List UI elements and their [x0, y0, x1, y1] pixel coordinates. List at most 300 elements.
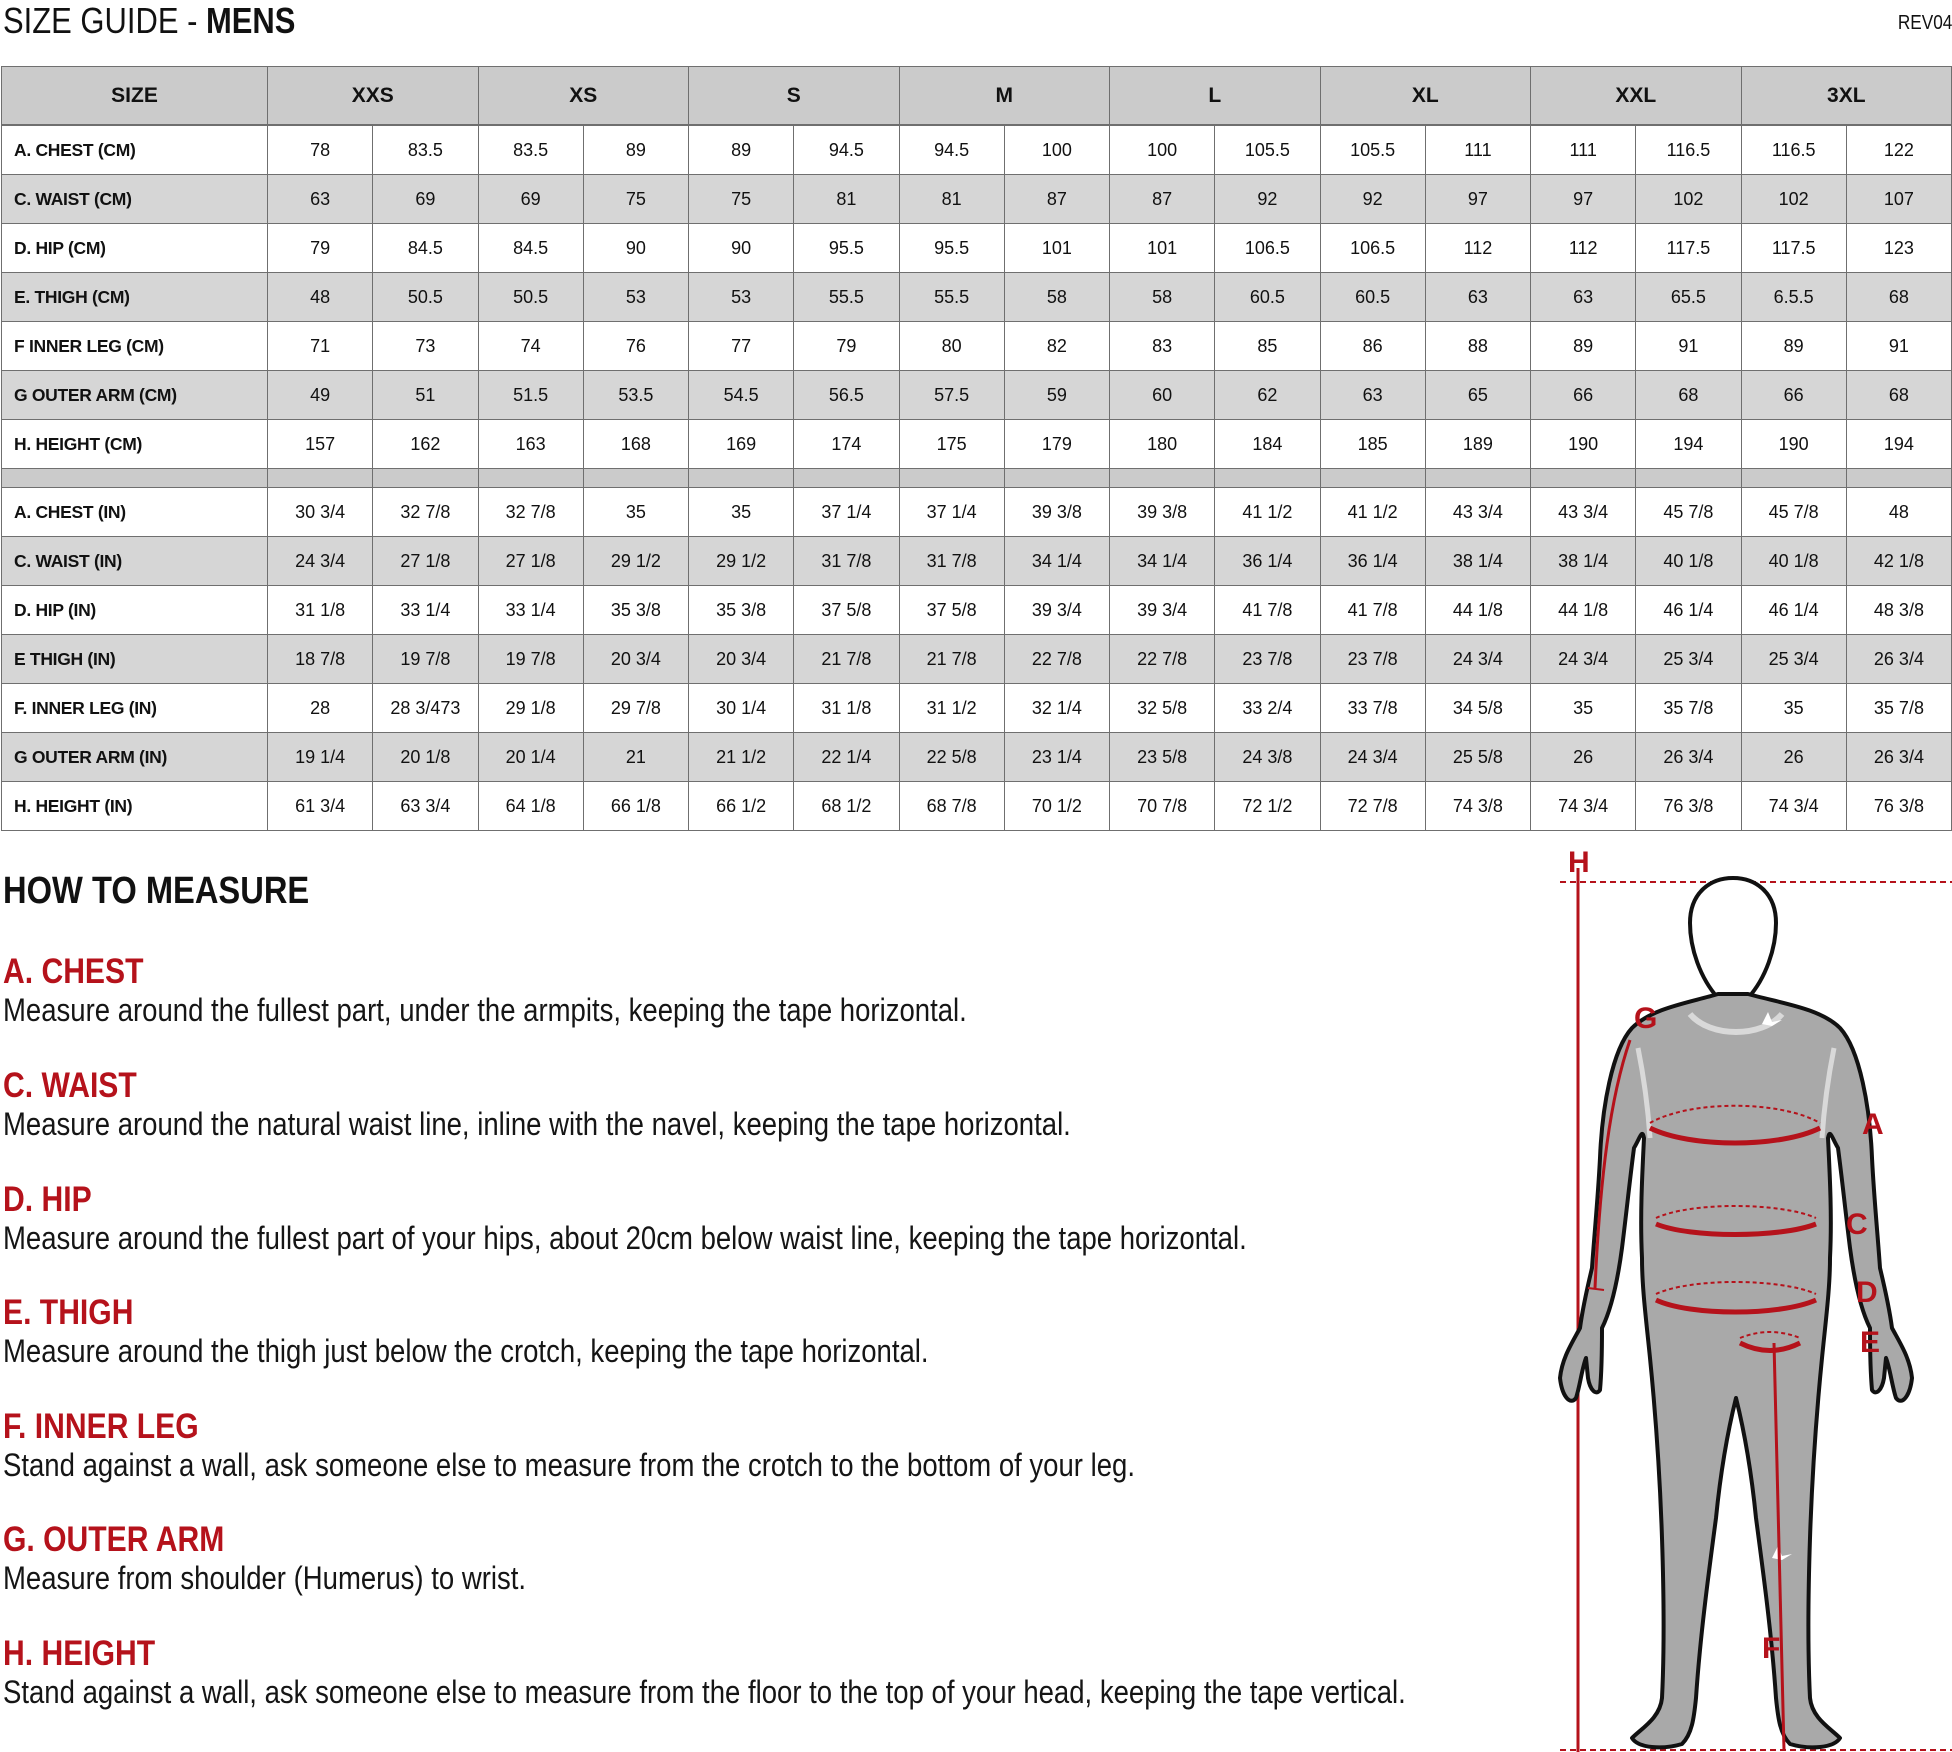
table-cell: 48 3/8 [1846, 586, 1951, 635]
table-cell: 63 3/4 [373, 782, 478, 831]
figure-label-c: C [1846, 1208, 1868, 1241]
table-cell: 83.5 [373, 125, 478, 175]
table-cell: 36 1/4 [1320, 537, 1425, 586]
table-cell: 37 5/8 [794, 586, 899, 635]
divider-cell [478, 469, 583, 488]
table-cell: 30 1/4 [689, 684, 794, 733]
size-header-cell: SIZE [2, 67, 268, 126]
table-cell: 63 [1531, 273, 1636, 322]
table-cell: 33 2/4 [1215, 684, 1320, 733]
table-cell: 194 [1846, 420, 1951, 469]
table-cell: 29 1/2 [689, 537, 794, 586]
table-cell: 21 7/8 [794, 635, 899, 684]
table-cell: 70 1/2 [1004, 782, 1109, 831]
table-cell: 44 1/8 [1531, 586, 1636, 635]
table-cell: 59 [1004, 371, 1109, 420]
measure-item [3, 1634, 1503, 1710]
table-cell: 24 3/4 [268, 537, 373, 586]
table-cell: 73 [373, 322, 478, 371]
divider-cell [2, 469, 268, 488]
table-cell: 41 7/8 [1215, 586, 1320, 635]
table-cell: 39 3/8 [1110, 488, 1215, 537]
row-label: E THIGH (IN) [2, 635, 268, 684]
table-cell: 175 [899, 420, 1004, 469]
measure-description: Stand against a wall, ask someone else to measure from the crotch to the bottom of your leg. [3, 1447, 1135, 1483]
table-cell: 21 1/2 [689, 733, 794, 782]
row-label: F INNER LEG (CM) [2, 322, 268, 371]
table-row [2, 586, 1952, 635]
table-cell: 78 [268, 125, 373, 175]
measure-item [3, 1180, 1503, 1256]
table-cell: 75 [583, 175, 688, 224]
how-to-measure-title: HOW TO MEASURE [3, 870, 310, 912]
revision-code: REV04 [1897, 12, 1952, 34]
measure-description: Measure around the fullest part, under the armpits, keeping the tape horizontal. [3, 992, 967, 1028]
table-cell: 112 [1531, 224, 1636, 273]
table-cell: 58 [1110, 273, 1215, 322]
table-cell: 26 [1741, 733, 1846, 782]
measure-item [3, 1293, 1503, 1369]
table-cell: 25 3/4 [1741, 635, 1846, 684]
table-cell: 61 3/4 [268, 782, 373, 831]
figure-label-h: H [1568, 846, 1590, 879]
table-cell: 194 [1636, 420, 1741, 469]
size-header-3xl: 3XL [1741, 67, 1952, 126]
size-header-s: S [689, 67, 900, 126]
table-cell: 21 [583, 733, 688, 782]
table-cell: 20 3/4 [689, 635, 794, 684]
table-cell: 45 7/8 [1741, 488, 1846, 537]
table-cell: 28 [268, 684, 373, 733]
table-cell: 88 [1425, 322, 1530, 371]
figure-label-a: A [1862, 1108, 1884, 1141]
table-row [2, 488, 1952, 537]
size-header-xxs: XXS [268, 67, 479, 126]
table-cell: 22 5/8 [899, 733, 1004, 782]
table-cell: 111 [1531, 125, 1636, 175]
table-cell: 31 7/8 [899, 537, 1004, 586]
table-row [2, 684, 1952, 733]
table-cell: 62 [1215, 371, 1320, 420]
table-cell: 76 [583, 322, 688, 371]
figure-label-f: F [1762, 1632, 1781, 1665]
measure-title: D. HIP [3, 1180, 92, 1219]
table-cell: 92 [1320, 175, 1425, 224]
table-cell: 24 3/4 [1531, 635, 1636, 684]
table-cell: 77 [689, 322, 794, 371]
size-chart-table [1, 66, 1952, 831]
table-cell: 48 [1846, 488, 1951, 537]
table-cell: 85 [1215, 322, 1320, 371]
table-cell: 31 1/2 [899, 684, 1004, 733]
table-cell: 31 1/8 [794, 684, 899, 733]
table-cell: 35 [1741, 684, 1846, 733]
table-cell: 29 1/2 [583, 537, 688, 586]
table-cell: 79 [794, 322, 899, 371]
table-cell: 105.5 [1320, 125, 1425, 175]
table-cell: 41 1/2 [1320, 488, 1425, 537]
table-cell: 90 [583, 224, 688, 273]
row-label: H. HEIGHT (IN) [2, 782, 268, 831]
divider-cell [1531, 469, 1636, 488]
divider-cell [1636, 469, 1741, 488]
table-cell: 117.5 [1636, 224, 1741, 273]
table-cell: 53 [689, 273, 794, 322]
table-cell: 20 1/8 [373, 733, 478, 782]
table-cell: 26 [1531, 733, 1636, 782]
row-label: H. HEIGHT (CM) [2, 420, 268, 469]
table-cell: 179 [1004, 420, 1109, 469]
table-row [2, 322, 1952, 371]
row-label: C. WAIST (CM) [2, 175, 268, 224]
table-cell: 23 7/8 [1320, 635, 1425, 684]
table-cell: 190 [1741, 420, 1846, 469]
table-cell: 46 1/4 [1636, 586, 1741, 635]
table-cell: 105.5 [1215, 125, 1320, 175]
table-cell: 72 7/8 [1320, 782, 1425, 831]
page-title-bold: MENS [205, 0, 296, 41]
measure-item [3, 1520, 1503, 1596]
row-label: F. INNER LEG (IN) [2, 684, 268, 733]
row-label: G OUTER ARM (CM) [2, 371, 268, 420]
table-cell: 37 1/4 [794, 488, 899, 537]
table-cell: 185 [1320, 420, 1425, 469]
table-cell: 24 3/4 [1425, 635, 1530, 684]
table-row [2, 782, 1952, 831]
table-cell: 69 [478, 175, 583, 224]
measure-item [3, 1407, 1503, 1483]
size-header-xs: XS [478, 67, 689, 126]
measure-description: Measure around the natural waist line, inline with the navel, keeping the tape horizontal. [3, 1106, 1071, 1142]
table-cell: 26 3/4 [1846, 635, 1951, 684]
table-cell: 35 [689, 488, 794, 537]
table-cell: 26 3/4 [1846, 733, 1951, 782]
table-cell: 60.5 [1215, 273, 1320, 322]
table-cell: 50.5 [373, 273, 478, 322]
table-cell: 174 [794, 420, 899, 469]
table-cell: 24 3/8 [1215, 733, 1320, 782]
table-cell: 23 7/8 [1215, 635, 1320, 684]
table-cell: 22 7/8 [1110, 635, 1215, 684]
table-cell: 26 3/4 [1636, 733, 1741, 782]
table-cell: 68 7/8 [899, 782, 1004, 831]
table-cell: 86 [1320, 322, 1425, 371]
table-cell: 189 [1425, 420, 1530, 469]
table-cell: 66 [1741, 371, 1846, 420]
measure-title: C. WAIST [3, 1066, 137, 1105]
table-cell: 35 3/8 [583, 586, 688, 635]
divider-cell [1425, 469, 1530, 488]
table-cell: 32 7/8 [373, 488, 478, 537]
table-row [2, 371, 1952, 420]
table-cell: 65.5 [1636, 273, 1741, 322]
table-cell: 65 [1425, 371, 1530, 420]
table-cell: 46 1/4 [1741, 586, 1846, 635]
table-cell: 57.5 [899, 371, 1004, 420]
size-header-l: L [1110, 67, 1321, 126]
row-label: D. HIP (IN) [2, 586, 268, 635]
page-title [3, 0, 295, 42]
table-cell: 25 5/8 [1425, 733, 1530, 782]
table-cell: 74 3/4 [1531, 782, 1636, 831]
table-cell: 83.5 [478, 125, 583, 175]
table-cell: 79 [268, 224, 373, 273]
table-cell: 27 1/8 [478, 537, 583, 586]
table-cell: 83 [1110, 322, 1215, 371]
measure-title: F. INNER LEG [3, 1407, 199, 1446]
table-cell: 23 1/4 [1004, 733, 1109, 782]
table-row [2, 125, 1952, 175]
table-cell: 87 [1004, 175, 1109, 224]
row-label: A. CHEST (IN) [2, 488, 268, 537]
table-cell: 101 [1110, 224, 1215, 273]
table-cell: 55.5 [899, 273, 1004, 322]
measure-description: Measure around the thigh just below the crotch, keeping the tape horizontal. [3, 1333, 929, 1369]
table-cell: 55.5 [794, 273, 899, 322]
table-cell: 68 [1846, 273, 1951, 322]
divider-cell [689, 469, 794, 488]
table-row [2, 224, 1952, 273]
table-cell: 91 [1636, 322, 1741, 371]
table-cell: 122 [1846, 125, 1951, 175]
table-cell: 101 [1004, 224, 1109, 273]
table-cell: 34 5/8 [1425, 684, 1530, 733]
table-cell: 89 [1531, 322, 1636, 371]
table-cell: 25 3/4 [1636, 635, 1741, 684]
table-cell: 34 1/4 [1110, 537, 1215, 586]
size-header-m: M [899, 67, 1110, 126]
table-cell: 95.5 [899, 224, 1004, 273]
table-cell: 19 1/4 [268, 733, 373, 782]
body-silhouette-icon [1540, 838, 1952, 1752]
table-cell: 44 1/8 [1425, 586, 1530, 635]
table-cell: 97 [1425, 175, 1530, 224]
size-header-xl: XL [1320, 67, 1531, 126]
divider-cell [583, 469, 688, 488]
measure-title: E. THIGH [3, 1293, 134, 1332]
table-cell: 41 1/2 [1215, 488, 1320, 537]
table-cell: 63 [1320, 371, 1425, 420]
table-cell: 35 [1531, 684, 1636, 733]
table-cell: 168 [583, 420, 688, 469]
table-cell: 41 7/8 [1320, 586, 1425, 635]
table-cell: 157 [268, 420, 373, 469]
table-cell: 94.5 [899, 125, 1004, 175]
table-cell: 48 [268, 273, 373, 322]
divider-cell [1004, 469, 1109, 488]
divider-cell [899, 469, 1004, 488]
size-header-xxl: XXL [1531, 67, 1742, 126]
measure-item [3, 952, 1503, 1028]
table-cell: 20 3/4 [583, 635, 688, 684]
table-cell: 70 7/8 [1110, 782, 1215, 831]
table-cell: 106.5 [1215, 224, 1320, 273]
table-cell: 81 [899, 175, 1004, 224]
table-cell: 38 1/4 [1531, 537, 1636, 586]
table-cell: 66 1/8 [583, 782, 688, 831]
table-cell: 87 [1110, 175, 1215, 224]
table-cell: 35 [583, 488, 688, 537]
table-cell: 74 3/4 [1741, 782, 1846, 831]
divider-cell [268, 469, 373, 488]
table-cell: 49 [268, 371, 373, 420]
table-cell: 19 7/8 [478, 635, 583, 684]
table-cell: 32 5/8 [1110, 684, 1215, 733]
table-cell: 66 [1531, 371, 1636, 420]
table-cell: 184 [1215, 420, 1320, 469]
table-cell: 89 [1741, 322, 1846, 371]
table-cell: 42 1/8 [1846, 537, 1951, 586]
table-cell: 33 7/8 [1320, 684, 1425, 733]
table-cell: 45 7/8 [1636, 488, 1741, 537]
table-cell: 76 3/8 [1636, 782, 1741, 831]
table-cell: 40 1/8 [1741, 537, 1846, 586]
table-cell: 23 5/8 [1110, 733, 1215, 782]
table-cell: 63 [268, 175, 373, 224]
table-cell: 33 1/4 [478, 586, 583, 635]
table-cell: 29 7/8 [583, 684, 688, 733]
table-cell: 82 [1004, 322, 1109, 371]
table-cell: 60 [1110, 371, 1215, 420]
table-row [2, 175, 1952, 224]
table-cell: 74 [478, 322, 583, 371]
table-cell: 19 7/8 [373, 635, 478, 684]
row-label: G OUTER ARM (IN) [2, 733, 268, 782]
table-cell: 116.5 [1741, 125, 1846, 175]
table-row [2, 733, 1952, 782]
table-cell: 63 [1425, 273, 1530, 322]
table-cell: 53.5 [583, 371, 688, 420]
table-cell: 69 [373, 175, 478, 224]
table-cell: 56.5 [794, 371, 899, 420]
table-cell: 68 1/2 [794, 782, 899, 831]
divider-cell [1110, 469, 1215, 488]
table-cell: 123 [1846, 224, 1951, 273]
divider-cell [373, 469, 478, 488]
table-cell: 97 [1531, 175, 1636, 224]
table-cell: 35 7/8 [1846, 684, 1951, 733]
divider-cell [1846, 469, 1951, 488]
table-row [2, 420, 1952, 469]
divider-cell [1215, 469, 1320, 488]
table-cell: 36 1/4 [1215, 537, 1320, 586]
table-cell: 95.5 [794, 224, 899, 273]
table-cell: 29 1/8 [478, 684, 583, 733]
table-cell: 94.5 [794, 125, 899, 175]
table-cell: 37 1/4 [899, 488, 1004, 537]
table-cell: 58 [1004, 273, 1109, 322]
table-cell: 106.5 [1320, 224, 1425, 273]
table-cell: 34 1/4 [1004, 537, 1109, 586]
table-cell: 68 [1636, 371, 1741, 420]
table-cell: 32 1/4 [1004, 684, 1109, 733]
table-cell: 81 [794, 175, 899, 224]
table-cell: 21 7/8 [899, 635, 1004, 684]
table-cell: 116.5 [1636, 125, 1741, 175]
table-cell: 169 [689, 420, 794, 469]
table-cell: 32 7/8 [478, 488, 583, 537]
row-label: C. WAIST (IN) [2, 537, 268, 586]
table-cell: 31 1/8 [268, 586, 373, 635]
row-label: D. HIP (CM) [2, 224, 268, 273]
table-cell: 39 3/8 [1004, 488, 1109, 537]
page-title-prefix: SIZE GUIDE - [3, 0, 206, 41]
table-cell: 20 1/4 [478, 733, 583, 782]
table-cell: 51 [373, 371, 478, 420]
table-cell: 37 5/8 [899, 586, 1004, 635]
table-cell: 84.5 [373, 224, 478, 273]
table-cell: 35 3/8 [689, 586, 794, 635]
table-cell: 111 [1425, 125, 1530, 175]
table-cell: 31 7/8 [794, 537, 899, 586]
table-cell: 90 [689, 224, 794, 273]
table-row [2, 273, 1952, 322]
table-cell: 107 [1846, 175, 1951, 224]
figure-label-g: G [1634, 1002, 1658, 1035]
table-cell: 102 [1636, 175, 1741, 224]
row-label: E. THIGH (CM) [2, 273, 268, 322]
measure-title: A. CHEST [3, 952, 144, 991]
table-cell: 50.5 [478, 273, 583, 322]
table-cell: 74 3/8 [1425, 782, 1530, 831]
figure-label-e: E [1860, 1326, 1881, 1359]
table-cell: 53 [583, 273, 688, 322]
table-cell: 80 [899, 322, 1004, 371]
table-cell: 22 7/8 [1004, 635, 1109, 684]
table-cell: 102 [1741, 175, 1846, 224]
table-cell: 28 3/473 [373, 684, 478, 733]
table-cell: 68 [1846, 371, 1951, 420]
divider-cell [794, 469, 899, 488]
measure-title: G. OUTER ARM [3, 1520, 225, 1559]
table-row [2, 537, 1952, 586]
table-cell: 38 1/4 [1425, 537, 1530, 586]
table-divider-row [2, 469, 1952, 488]
table-cell: 60.5 [1320, 273, 1425, 322]
table-cell: 162 [373, 420, 478, 469]
table-cell: 89 [689, 125, 794, 175]
measure-title: H. HEIGHT [3, 1634, 156, 1673]
divider-cell [1320, 469, 1425, 488]
table-cell: 54.5 [689, 371, 794, 420]
table-cell: 30 3/4 [268, 488, 373, 537]
table-cell: 92 [1215, 175, 1320, 224]
table-cell: 190 [1531, 420, 1636, 469]
table-cell: 117.5 [1741, 224, 1846, 273]
table-cell: 39 3/4 [1004, 586, 1109, 635]
divider-cell [1741, 469, 1846, 488]
table-cell: 51.5 [478, 371, 583, 420]
table-cell: 6.5.5 [1741, 273, 1846, 322]
table-cell: 163 [478, 420, 583, 469]
measure-description: Stand against a wall, ask someone else to measure from the floor to the top of your head, keeping the tape vertical. [3, 1674, 1406, 1710]
measure-description: Measure from shoulder (Humerus) to wrist. [3, 1560, 527, 1596]
table-cell: 33 1/4 [373, 586, 478, 635]
table-cell: 43 3/4 [1531, 488, 1636, 537]
table-cell: 84.5 [478, 224, 583, 273]
measure-item [3, 1066, 1503, 1142]
table-cell: 76 3/8 [1846, 782, 1951, 831]
table-row [2, 635, 1952, 684]
figure-label-d: D [1856, 1276, 1878, 1309]
table-cell: 75 [689, 175, 794, 224]
table-cell: 39 3/4 [1110, 586, 1215, 635]
table-cell: 89 [583, 125, 688, 175]
table-cell: 72 1/2 [1215, 782, 1320, 831]
table-cell: 40 1/8 [1636, 537, 1741, 586]
table-cell: 22 1/4 [794, 733, 899, 782]
size-header-row [2, 67, 1952, 126]
